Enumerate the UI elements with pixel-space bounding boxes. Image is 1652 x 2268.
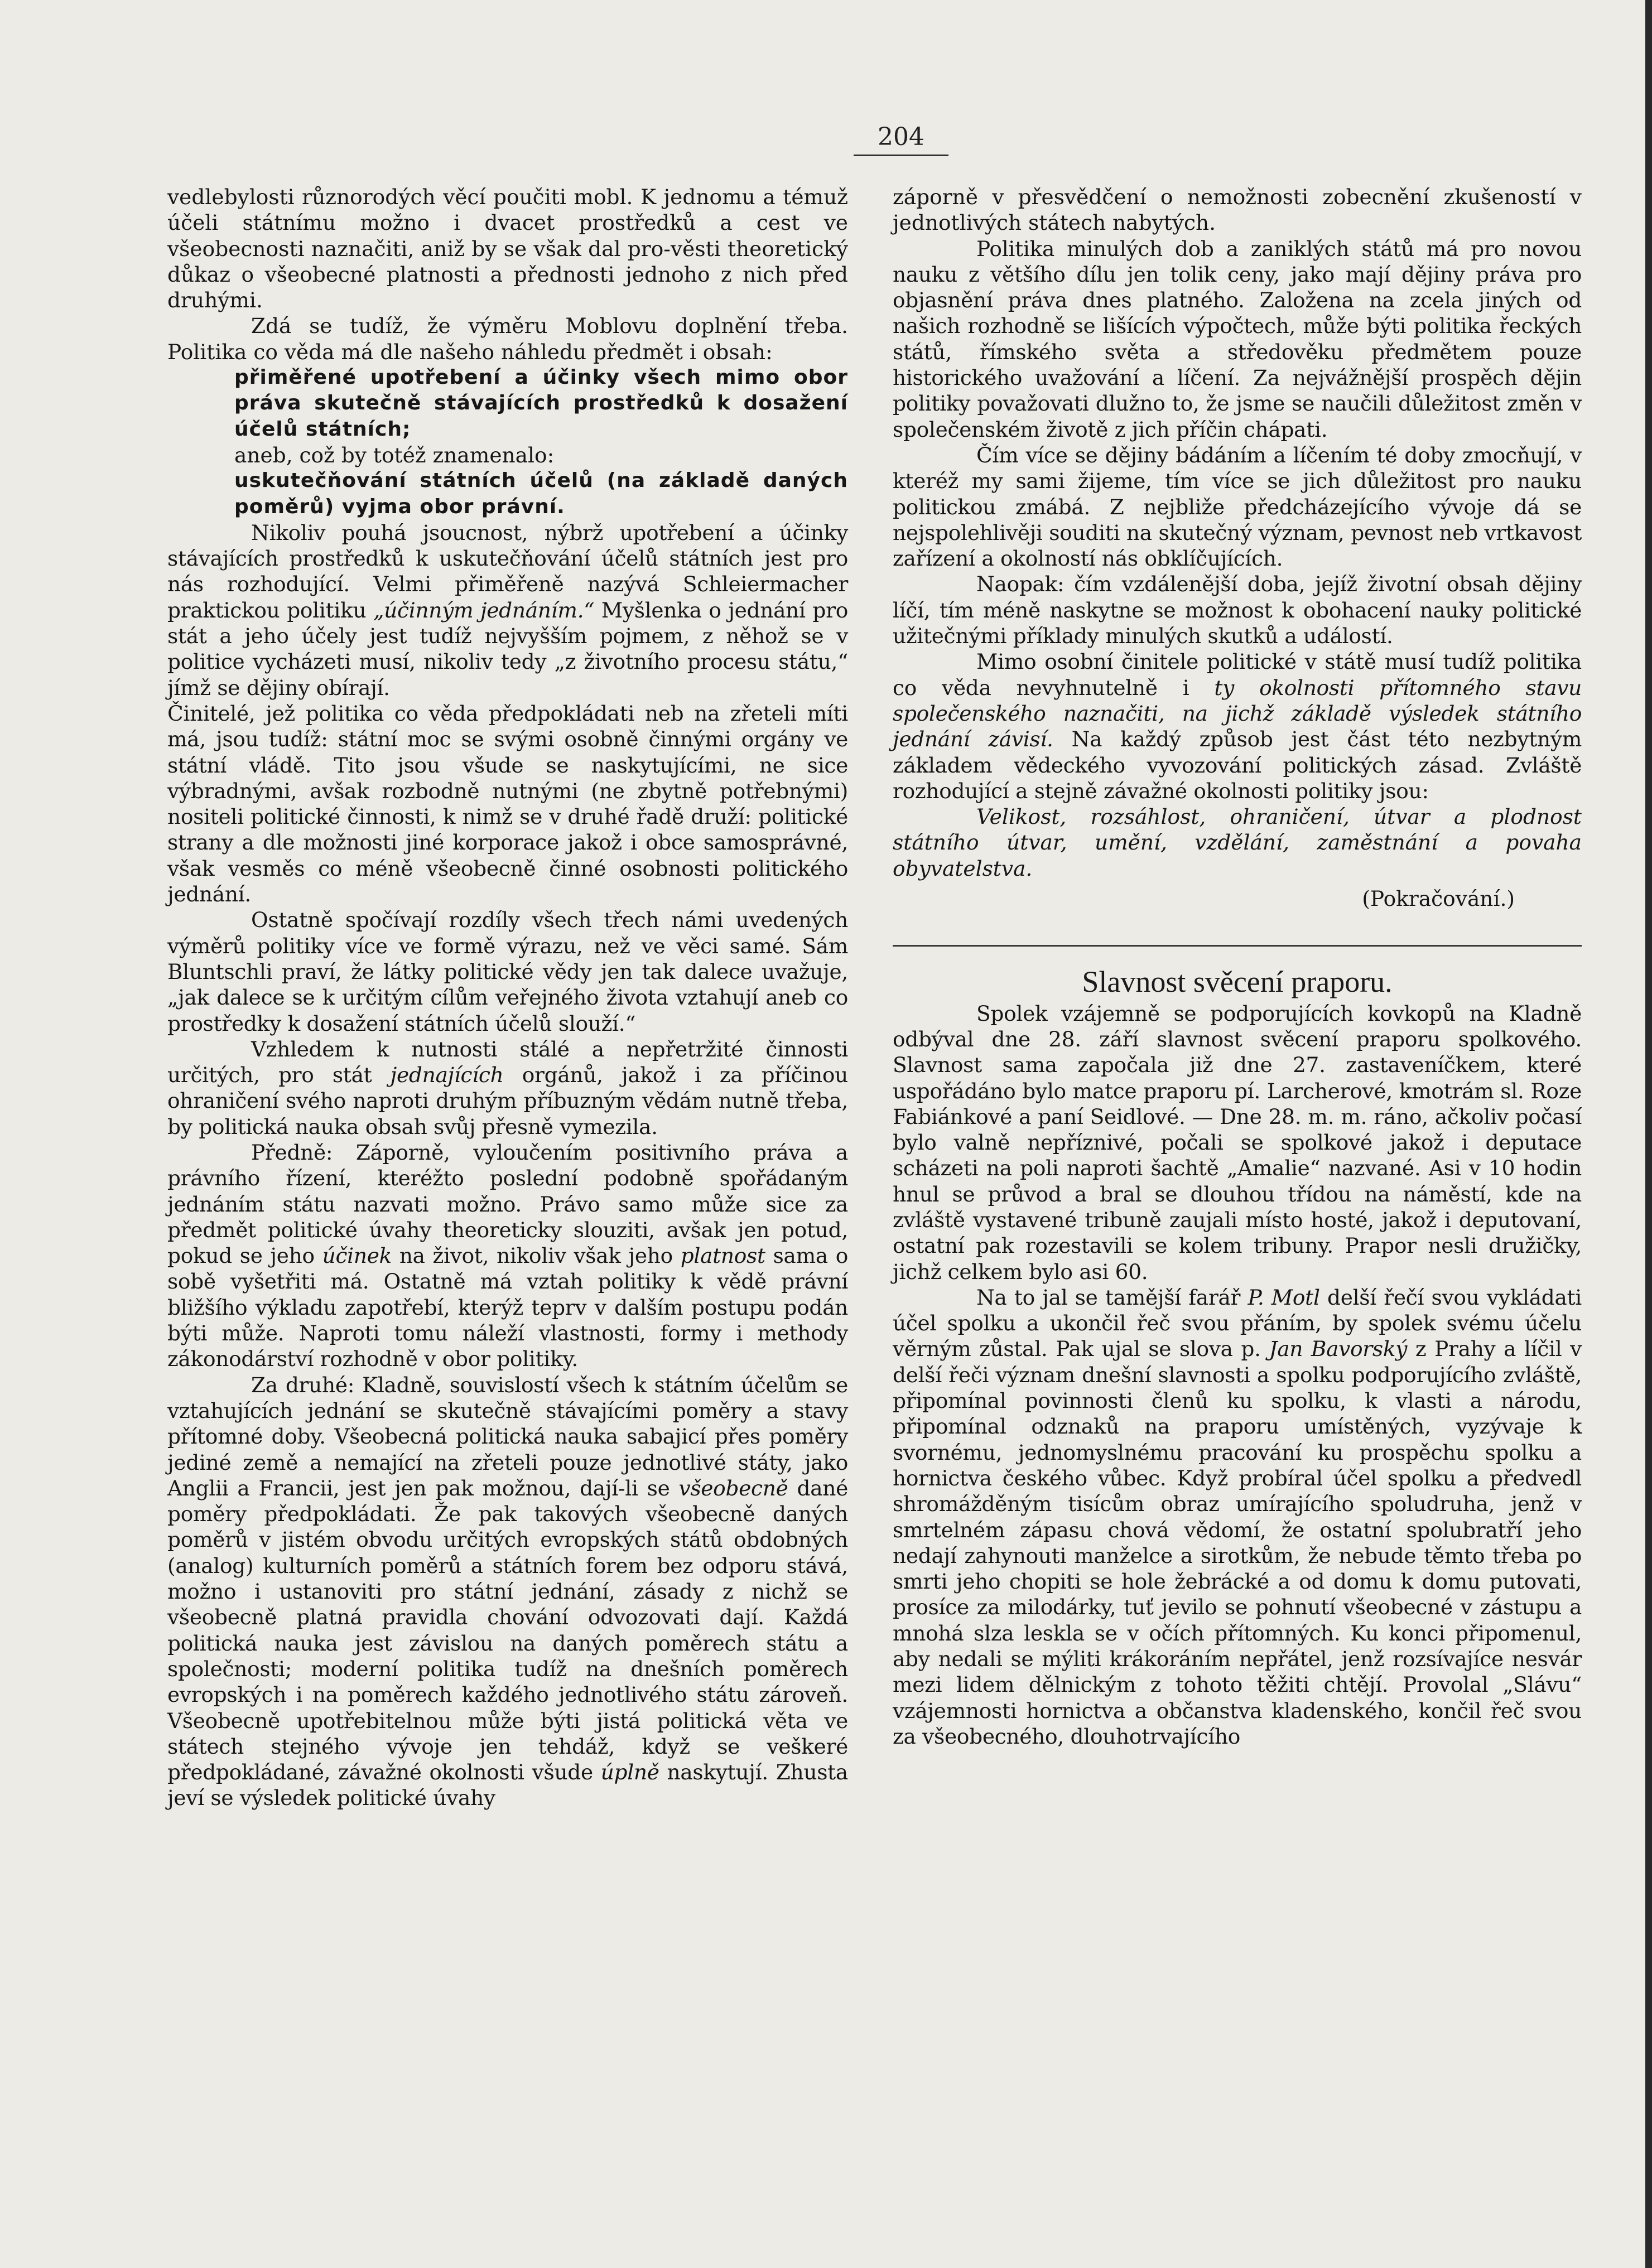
italic-run: účinek — [322, 1243, 392, 1268]
text-run: sama o sobě vyšetřiti má. Ostatně má vztah politiky k vědě právní bližšího výkladu zapotřebí, kterýž teprv v dalším postupu podán býti může. Naproti tomu náleží vlastnosti, formy i methody zákonodárství rozhodně v obor politiky. — [167, 1243, 848, 1372]
paragraph: Čím více se dějiny bádáním a líčením té doby zmocňují, v kteréž my sami žijeme, tím více se jich důležitost pro nauku politickou zmábá. Z nejbliže předcházejícího vývoje dá se nejspolehlivěji souditi na skutečný význam, pevnost neb vrtkavost zařízení a okolností nás obklíčujících. — [893, 442, 1582, 571]
text-run: Na každý způsob jest část této nezbytným základem vědeckého vyvozování politických zásad. Zvláště rozhodující a stejně závažné okolnosti politiky jsou: — [893, 727, 1582, 803]
paragraph: Ostatně spočívají rozdíly všech třech námi uvedených výměrů politiky více ve formě výrazu, než ve věci samé. Sám Bluntschli praví, že látky politické vědy jen tak dalece uvažuje, „jak dalece se k určitým cílům veřejného života vztahují aneb co prostředky k dosažení státních účelů slouží.“ — [167, 908, 848, 1036]
text-run: Myšlenka o jednání pro stát a jeho účely jest tudíž nejvyšším pojmem, z něhož se v politice vycházeti musí, nikoliv tedy „z životního procesu státu,“ jímž se dějiny obírají. — [167, 597, 848, 700]
text-run: dané poměry předpokládati. Že pak takových všeobecně daných poměrů v jistém obvodu určitých evropských států obdobných (analog) kulturních poměrů a státních forem bez odporu stává, možno i ustanoviti pro státní jednání, zásady z nichž se všeobecně platná pravidla chování odvozovati dají. Každá politická nauka jest závislou na daných poměrech státu a společnosti; moderní politika tudíž na dnešních poměrech evropských i na poměrech každého jednotlivého státu zároveň. Všeobecně upotřebitelnou může býti jistá politická věta ve státech stejného vývoje jen tehdáž, když se veškeré předpokládané, závažné okolnosti všude — [167, 1475, 848, 1785]
italic-run: P. Motl — [1248, 1285, 1320, 1310]
paragraph: vedlebylosti různorodých věcí poučiti mobl. K jednomu a témuž účeli státnímu možno i dvacet prostředků a cest ve všeobecnosti naznačiti, aniž by se však dal pro-věsti theoretický důkaz o všeobecné platnosti a přednosti jednoho z nich před druhými. — [167, 185, 848, 313]
page-number: 204 — [854, 123, 948, 156]
page-edge — [1645, 0, 1652, 2268]
text-run: Nikoliv pouhá jsoucnost, nýbrž upotřebení a účinky stávajících prostředků k uskutečňování účelů státních jest pro nás rozhodující. Velmi přiměřeně nazývá Schleiermacher praktickou politiku — [167, 520, 848, 623]
text-run: Vzhledem k nutnosti stálé a nepřetržité činnosti určitých, pro stát — [167, 1036, 848, 1088]
italic-run: úplně — [600, 1760, 659, 1785]
paragraph: Zdá se tudíž, že výměru Moblovu doplnění třeba. Politika co věda má dle našeho náhledu předmět i obsah: — [167, 313, 848, 364]
definition-1: přiměřené upotřebení a účinky všech mimo obor práva skutečně stávajících prostředků k dosažení účelů státních; — [234, 366, 848, 441]
italic-run: ty okolnosti přítomného stavu společenského naznačiti, na jichž základě výsledek státního jednání závisí. — [893, 675, 1582, 752]
right-column — [893, 184, 1582, 1749]
italic-run: platnost — [680, 1243, 765, 1268]
text-run: orgánů, jakož i za příčinou ohraničení svého naproti druhým příbuzným vědám nutně třeba, by politická nauka obsah svůj přesně vymezila. — [167, 1063, 848, 1139]
paragraph: Naopak: čím vzdálenější doba, jejíž životní obsah dějiny líčí, tím méně naskytne se možnost k obohacení nauky politické užitečnými příklady minulých skutků a událostí. — [893, 572, 1582, 649]
italic-run: všeobecně — [678, 1475, 788, 1500]
paragraph: Činitelé, jež politika co věda předpokládati neb na zřeteli míti má, jsou tudíž: státní moc se svými osobně činnými orgány ve státní vládě. Tito jsou všude se naskytujícími, ne sice výbradnými, avšak rozbodně nutnými (ne zbytně potřebnými) nositeli politické činnosti, k nimž se v druhé řadě druží: politické strany a dle možnosti jiné korporace jakož i obce samosprávné, však vesměs co méně všeobecně činné osobnosti politického jednání. — [167, 701, 848, 907]
section-divider — [893, 945, 1582, 947]
text-run: delší řečí svou vykládati účel spolku a ukončil řeč svou přáním, by spolek svému účelu věrným zůstal. Pak ujal se slova p. — [893, 1285, 1582, 1362]
text-run: Na to jal se tamější farář — [976, 1285, 1248, 1310]
paragraph: záporně v přesvědčení o nemožnosti zobecnění zkušeností v jednotlivých státech nabytých. — [893, 185, 1582, 235]
paragraph — [167, 520, 848, 701]
paragraph: Politika minulých dob a zaniklých států má pro novou nauku z většího dílu jen tolik ceny, jako mají dějiny práva pro objasnění práva dnes platného. Založena na zcela jiných od našich rozhodně se lišících výpočtech, může býti politika řeckých států, římského světa a středověku předmětem pouze historického uvažování a líčení. Za nejvážnější prospěch dějin politiky považovati dlužno to, že jsme se naučili důležitost změn v společenském životě z jich příčin chápati. — [893, 236, 1582, 442]
left-column — [167, 184, 848, 1811]
text-run: na život, nikoliv však jeho — [392, 1243, 681, 1268]
paragraph: Spolek vzájemně se podporujících kovkopů na Kladně odbýval dne 28. září slavnost svěcení praporu spolkového. Slavnost sama započala již dne 27. zastaveníčkem, které uspořádáno bylo matce praporu pí. Larcherové, kmotrám sl. Roze Fabiánkové a paní Seidlové. — Dne 28. m. m. ráno, ačkoliv počasí bylo valně nepříznivé, počali se spolkové jakož i deputace scházeti na poli naproti šachtě „Amalie“ nazvané. Asi v 10 hodin hnul se průvod a bral se dlouhou třídou na náměstí, kde na zvláště vystavené tribuně zaujali místo hosté, jakož i deputovaní, ostatní pak rozestavili se kolem tribuny. Prapor nesli družičky, jichž celkem bylo asi 60. — [893, 1001, 1582, 1284]
italic-run: Jan Bavorský — [1269, 1336, 1408, 1362]
italic-run: „účinným jednáním.“ — [373, 597, 595, 623]
paragraph — [893, 1285, 1582, 1749]
italic-run: Velikost, rozsáhlost, ohraničení, útvar a plodnost státního útvar, umění, vzdělání, zaměstnání a povaha obyvatelstva. — [893, 804, 1582, 881]
paragraph — [893, 649, 1582, 804]
text-run: Mimo osobní činitele politické v státě musí tudíž politika co věda nevyhnutelně i — [893, 649, 1582, 700]
definition-connector: aneb, což by totéž znamenalo: — [234, 442, 555, 467]
definition-2: uskutečňování státních účelů (na základě daných poměrů) vyjma obor právní. — [234, 469, 848, 518]
text-run: Za druhé: Kladně, souvislostí všech k státním účelům se vztahujících jednání se skutečně stávajícími poměry a stavy přítomné doby. Všeobecná politická nauka sabajicí přes poměry jediné země a nemající na zřeteli pouze jednotlivé státy, jako Anglii a Francii, jest jen pak možnou, dají-li se — [167, 1372, 848, 1500]
paragraph — [167, 1036, 848, 1140]
text-run: Předně: Záporně, vyloučením positivního práva a právního řízení, kteréžto poslední podobně spořádaným jednáním státu nazvati možno. Právo samo může sice za předmět politické úvahy theoreticky slouziti, avšak jen potud, pokud se jeho — [167, 1140, 848, 1268]
paragraph — [893, 804, 1582, 881]
text-run: z Prahy a líčil v delší řeči význam dnešní slavnosti a spolku podporujícího zvláště, připomínal povinnosti členů ku spolku, k vlasti a národu, připomínal odznaků na praporu umístěných, vyzývaje k svornému, jednomyslnému pracování ku prospěchu spolku a hornictva českého vůbec. Když probíral účel spolku a předvedl shromážděným tisícům obraz umírajícího spoludruha, jenž v smrtelném zápasu chová vědomí, že ostatní spolubratří jeho nedají zahynouti manželce a sirotkům, že nebude těmto třeba po smrti jeho chopiti se hole žebrácké a od domu k domu putovati, prosíce za milodárky, tuť jevilo se pohnutí všeobecné v zástupu a mnohá slza leskla se v očích přítomných. Ku konci připomenul, aby nedali se mýliti krákoráním nepřátel, jenž rozsívajíce nesvár mezi lidem dělnickým z tohoto těžiti chtějí. Provolal „Slávu“ vzájemnosti hornictva a občanstva kladenského, končil řeč svou za všeobecného, dlouhotrvajícího — [893, 1336, 1582, 1749]
article-title: Slavnost svěcení praporu. — [1082, 965, 1393, 999]
continued-note: (Pokračování.) — [1362, 886, 1515, 911]
paragraph — [167, 1372, 848, 1811]
italic-run: jednajících — [390, 1063, 504, 1088]
text-run: naskytují. Zhusta jeví se výsledek politické úvahy — [167, 1760, 848, 1811]
paragraph — [167, 1140, 848, 1372]
